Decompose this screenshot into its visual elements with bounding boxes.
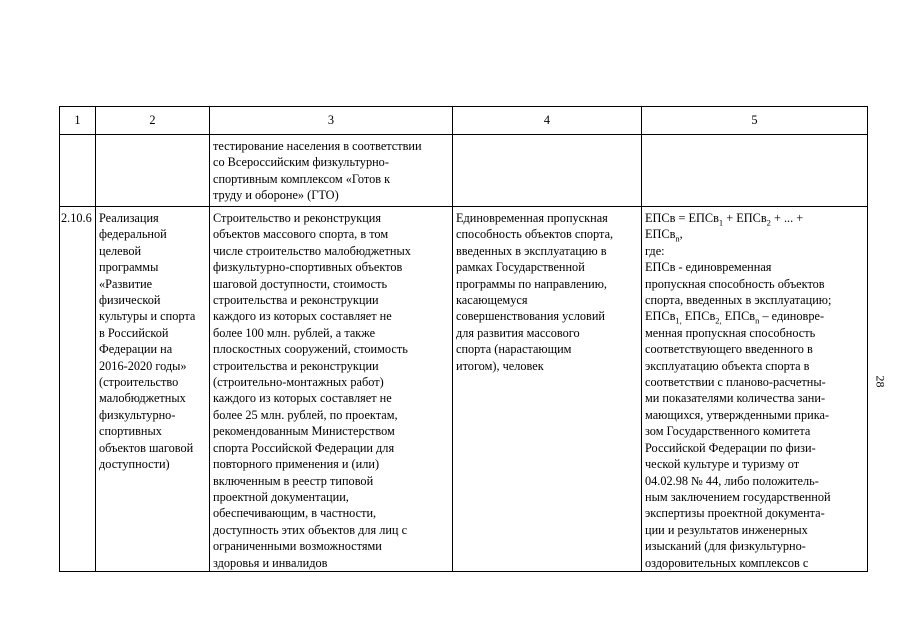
indicator-name: Единовременная пропускная способность объектов спорта, введенных в эксплуатацию в рамках Государственной программы по направлению, касающемуся совершенствования условий для развития массового спорта (нарастающим итогом), человек (453, 207, 642, 572)
cell-empty (642, 135, 868, 207)
document-table (59, 106, 868, 572)
cell-empty (453, 135, 642, 207)
table-row (60, 135, 868, 207)
definition-object-capacity: менная пропускная способность соответствующего введенного в эксплуатацию объекта спорта в соответствии с планово-расчетны- ми показателями количества зани- мающихся, утвержденными прика- зом Государственного комитета Российской Федерации по физи- ческой культуре и туризму от 04.02.98 № 44, либо положитель- ным заключением государственной экспертизы проектной документа- ции и результатов инженерных изысканий (для физкультурно- оздоровительных комплексов с (645, 325, 831, 570)
header-col-2: 2 (96, 107, 210, 135)
formula-continuation: ЕПСв$_n$, (645, 227, 683, 244)
definition-object-capacity-lead: ЕПСв$_{1,}$ ЕПСв$_{2,}$ ЕПСв$_n$ – единовре- (645, 309, 825, 326)
header-col-5: 5 (642, 107, 868, 135)
row-number: 2.10.6 (60, 207, 96, 572)
definition-total-capacity: ЕПСв - единовременная пропускная способность объектов спорта, введенных в эксплуатацию; (645, 260, 832, 308)
measure-description: Строительство и реконструкция объектов массового спорта, в том числе строительство малобюджетных физкультурно-спортивных объектов шаговой доступности, стоимость строительства и реконструкции каждого из которых составляет не более 100 млн. рублей, а также плоскостных сооружений, стоимость строительства и реконструкции (строительно-монтажных работ) каждого из которых составляет не более 25 млн. рублей, по проектам, рекомендованным Министерством спорта Российской Федерации для повторного применения и (или) включенным в реестр типовой проектной документации, обеспечивающим, в частности, доступность этих объектов для лиц с ограниченными возможностями здоровья и инвалидов (210, 207, 453, 572)
header-col-3: 3 (210, 107, 453, 135)
gto-testing-text: тестирование населения в соответствии со Всероссийским физкультурно- спортивным комплексом «Готов к труду и обороне» (ГТО) (210, 135, 453, 207)
cell-empty (60, 135, 96, 207)
cell-empty (96, 135, 210, 207)
header-row (60, 107, 868, 135)
program-title: Реализация федеральной целевой программы «Развитие физической культуры и спорта в Российской Федерации на 2016-2020 годы» (строительство малобюджетных физкультурно- спортивных объектов шаговой доступности) (96, 207, 210, 572)
header-col-4: 4 (453, 107, 642, 135)
header-col-1: 1 (60, 107, 96, 135)
page-number: 28 (873, 375, 888, 388)
where-label: где: (645, 243, 665, 258)
formula: ЕПСв = ЕПСв$_1$ + ЕПСв$_2$ + ... + (645, 211, 804, 228)
calculation-method (642, 207, 868, 572)
table-row (60, 207, 868, 572)
